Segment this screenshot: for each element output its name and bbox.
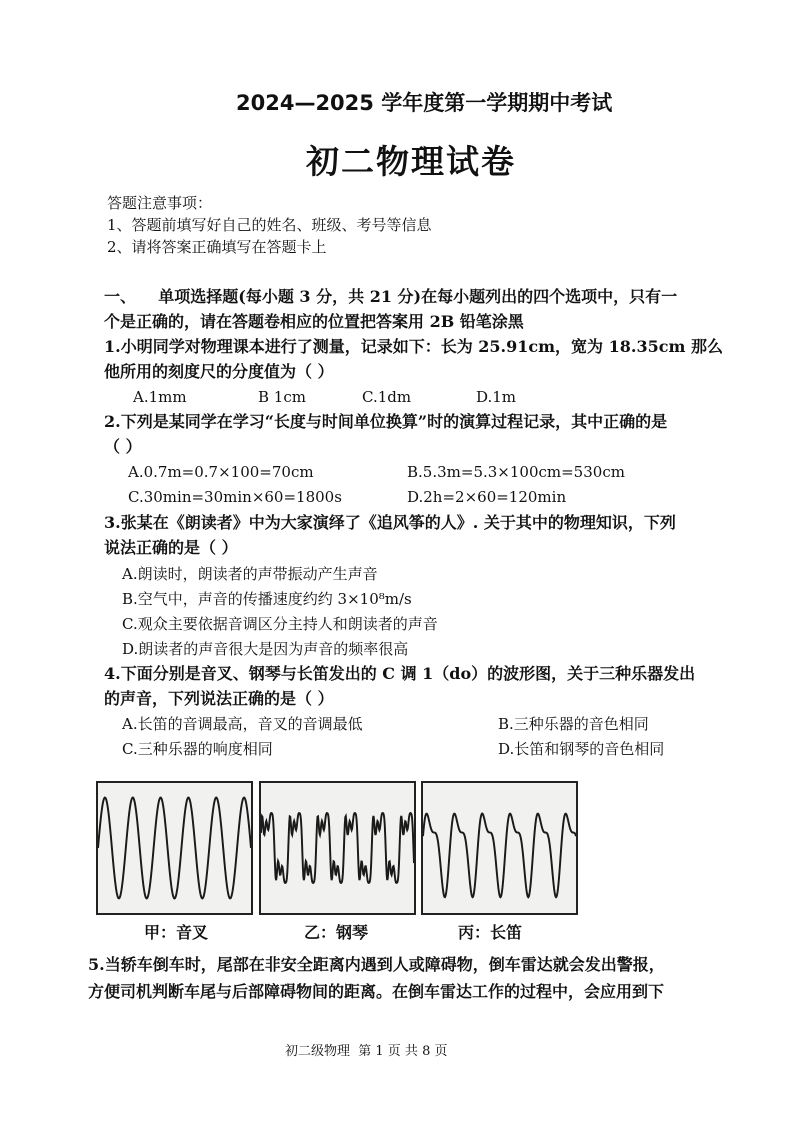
question-1-option-c: C.1dm — [362, 388, 412, 406]
question-2-stem-cont: （ ） — [104, 437, 142, 456]
waveform-piano-line — [261, 813, 414, 883]
section-heading: 一、 单项选择题(每小题 3 分，共 21 分)在每小题列出的四个选项中，只有一 — [104, 287, 678, 306]
question-1-stem: 1.小明同学对物理课本进行了测量，记录如下：长为 25.91cm，宽为 18.35cm 那么 — [104, 337, 723, 356]
question-1-option-b: B 1cm — [258, 388, 306, 406]
question-4-option-c: C.三种乐器的响度相同 — [122, 740, 273, 758]
question-4-stem-cont: 的声音，下列说法正确的是（ ） — [104, 689, 334, 708]
waveform-flute-line — [423, 814, 576, 898]
caption-tuning-fork: 甲：音叉 — [144, 923, 209, 942]
question-1-option-a: A.1mm — [133, 388, 187, 406]
question-4-stem: 4.下面分别是音叉、钢琴与长笛发出的 C 调 1（do）的波形图，关于三种乐器发出 — [104, 664, 696, 683]
waveform-piano — [259, 781, 416, 915]
waveform-tuning-fork-line — [98, 798, 251, 899]
waveform-tuning-fork-plot — [98, 783, 251, 913]
question-3-option-b: B.空气中，声音的传播速度约约 3×10⁸m/s — [122, 590, 412, 608]
page-footer: 初二级物理 第 1 页 共 8 页 — [285, 1044, 448, 1059]
question-1-option-d: D.1m — [476, 388, 517, 406]
note-item: 2、请将答案正确填写在答题卡上 — [107, 238, 327, 256]
question-1-stem-cont: 他所用的刻度尺的分度值为（ ） — [104, 362, 334, 381]
question-2-stem: 2.下列是某同学在学习“长度与时间单位换算”时的演算过程记录，其中正确的是 — [104, 412, 668, 431]
paper-title: 初二物理试卷 — [306, 142, 516, 181]
question-2-option-c: C.30min=30min×60=1800s — [128, 488, 342, 506]
question-2-option-d: D.2h=2×60=120min — [407, 488, 567, 506]
question-3-stem-cont: 说法正确的是（ ） — [104, 538, 238, 557]
question-3-option-c: C.观众主要依据音调区分主持人和朗读者的声音 — [122, 615, 438, 633]
question-4-option-b: B.三种乐器的音色相同 — [498, 715, 649, 733]
section-instruction: 个是正确的，请在答题卷相应的位置把答案用 2B 铅笔涂黑 — [104, 312, 524, 331]
note-item: 1、答题前填写好自己的姓名、班级、考号等信息 — [107, 216, 432, 234]
caption-piano: 乙：钢琴 — [304, 923, 369, 942]
question-2-option-a: A.0.7m=0.7×100=70cm — [128, 463, 314, 481]
waveform-flute — [421, 781, 578, 915]
question-5-stem: 5.当轿车倒车时，尾部在非安全距离内遇到人或障碍物，倒车雷达就会发出警报， — [88, 955, 665, 974]
question-3-option-d: D.朗读者的声音很大是因为声音的频率很高 — [122, 640, 409, 658]
question-2-option-b: B.5.3m=5.3×100cm=530cm — [407, 463, 625, 481]
question-3-option-a: A.朗读时，朗读者的声带振动产生声音 — [122, 565, 378, 583]
question-4-option-d: D.长笛和钢琴的音色相同 — [498, 740, 665, 758]
notes-heading: 答题注意事项： — [107, 194, 213, 212]
question-5-stem-cont: 方便司机判断车尾与后部障碍物间的距离。在倒车雷达工作的过程中，会应用到下 — [88, 982, 665, 1001]
caption-flute: 丙：长笛 — [458, 923, 523, 942]
waveform-flute-plot — [423, 783, 576, 913]
waveform-tuning-fork — [96, 781, 253, 915]
exam-title: 2024—2025 学年度第一学期期中考试 — [236, 91, 613, 115]
question-4-option-a: A.长笛的音调最高，音叉的音调最低 — [122, 715, 363, 733]
waveform-piano-plot — [261, 783, 414, 913]
question-3-stem: 3.张某在《朗读者》中为大家演绎了《追风筝的人》. 关于其中的物理知识，下列 — [104, 513, 676, 532]
